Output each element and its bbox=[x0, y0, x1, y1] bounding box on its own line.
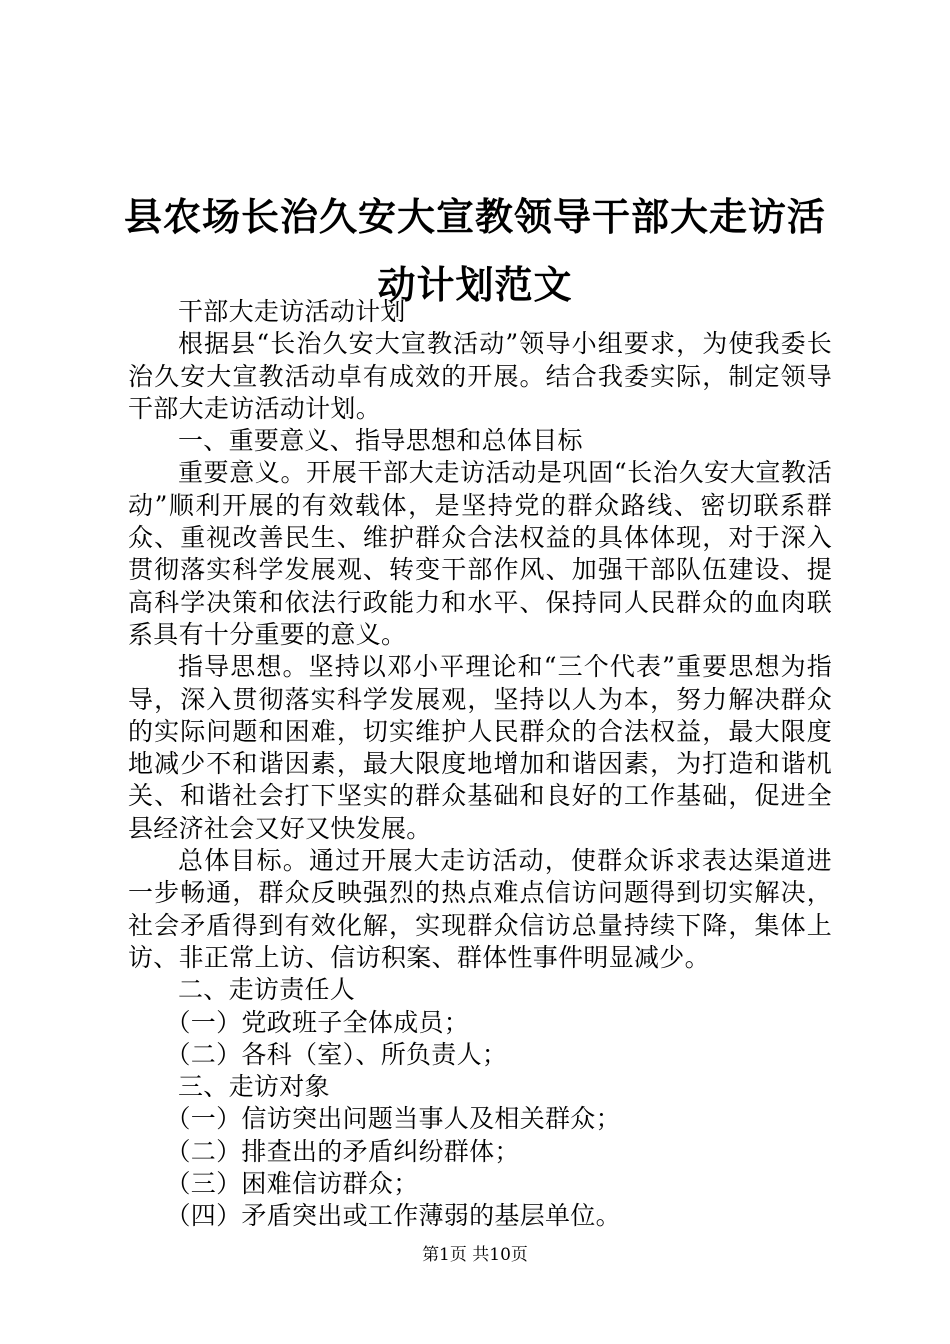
document-title: 县农场长治久安大宣教领导干部大走访活动计划范文 bbox=[123, 194, 826, 307]
paragraph-subtitle: 干部大走访活动计划 bbox=[178, 297, 406, 326]
list-item: （一）信访突出问题当事人及相关群众； bbox=[165, 1104, 621, 1134]
list-item: （四）矛盾突出或工作薄弱的基层单位。 bbox=[165, 1201, 621, 1231]
list-item: （二）各科（室）、所负责人； bbox=[165, 1039, 508, 1069]
page-footer: 第1页 共10页 bbox=[422, 1245, 528, 1265]
list-item: （一）党政班子全体成员； bbox=[165, 1007, 470, 1037]
section-heading-1: 一、重要意义、指导思想和总体目标 bbox=[178, 426, 583, 456]
paragraph-overall-goal: 总体目标。通过开展大走访活动，使群众诉求表达渠道进一步畅通，群众反映强烈的热点难点信访问题得到切实解决，社会矛盾得到有效化解，实现群众信访总量持续下降，集体上访、非正常上访、信访积案、群体性事件明显减少。 bbox=[128, 846, 832, 972]
section-heading-2: 二、走访责任人 bbox=[178, 975, 356, 1005]
list-item: （二）排查出的矛盾纠纷群体； bbox=[165, 1136, 520, 1166]
list-item: （三）困难信访群众； bbox=[165, 1169, 419, 1199]
paragraph-significance: 重要意义。开展干部大走访活动是巩固“长治久安大宣教活动”顺利开展的有效载体，是坚持党的群众路线、密切联系群众、重视改善民生、维护群众合法权益的具体体现，对于深入贯彻落实科学发展观、转变干部作风、加强干部队伍建设、提高科学决策和依法行政能力和水平、保持同人民群众的血肉联系具有十分重要的意义。 bbox=[128, 458, 832, 649]
document-body bbox=[128, 296, 832, 1233]
paragraph-intro: 根据县“长治久安大宣教活动”领导小组要求，为使我委长治久安大宣教活动卓有成效的开展。结合我委实际，制定领导干部大走访活动计划。 bbox=[128, 329, 832, 423]
paragraph-guiding-thought: 指导思想。坚持以邓小平理论和“三个代表”重要思想为指导，深入贯彻落实科学发展观，坚持以人为本，努力解决群众的实际问题和困难，切实维护人民群众的合法权益，最大限度地减少不和谐因素，最大限度地增加和谐因素，为打造和谐机关、和谐社会打下坚实的群众基础和良好的工作基础，促进全县经济社会又好又快发展。 bbox=[128, 652, 832, 843]
section-heading-3: 三、走访对象 bbox=[178, 1072, 330, 1102]
